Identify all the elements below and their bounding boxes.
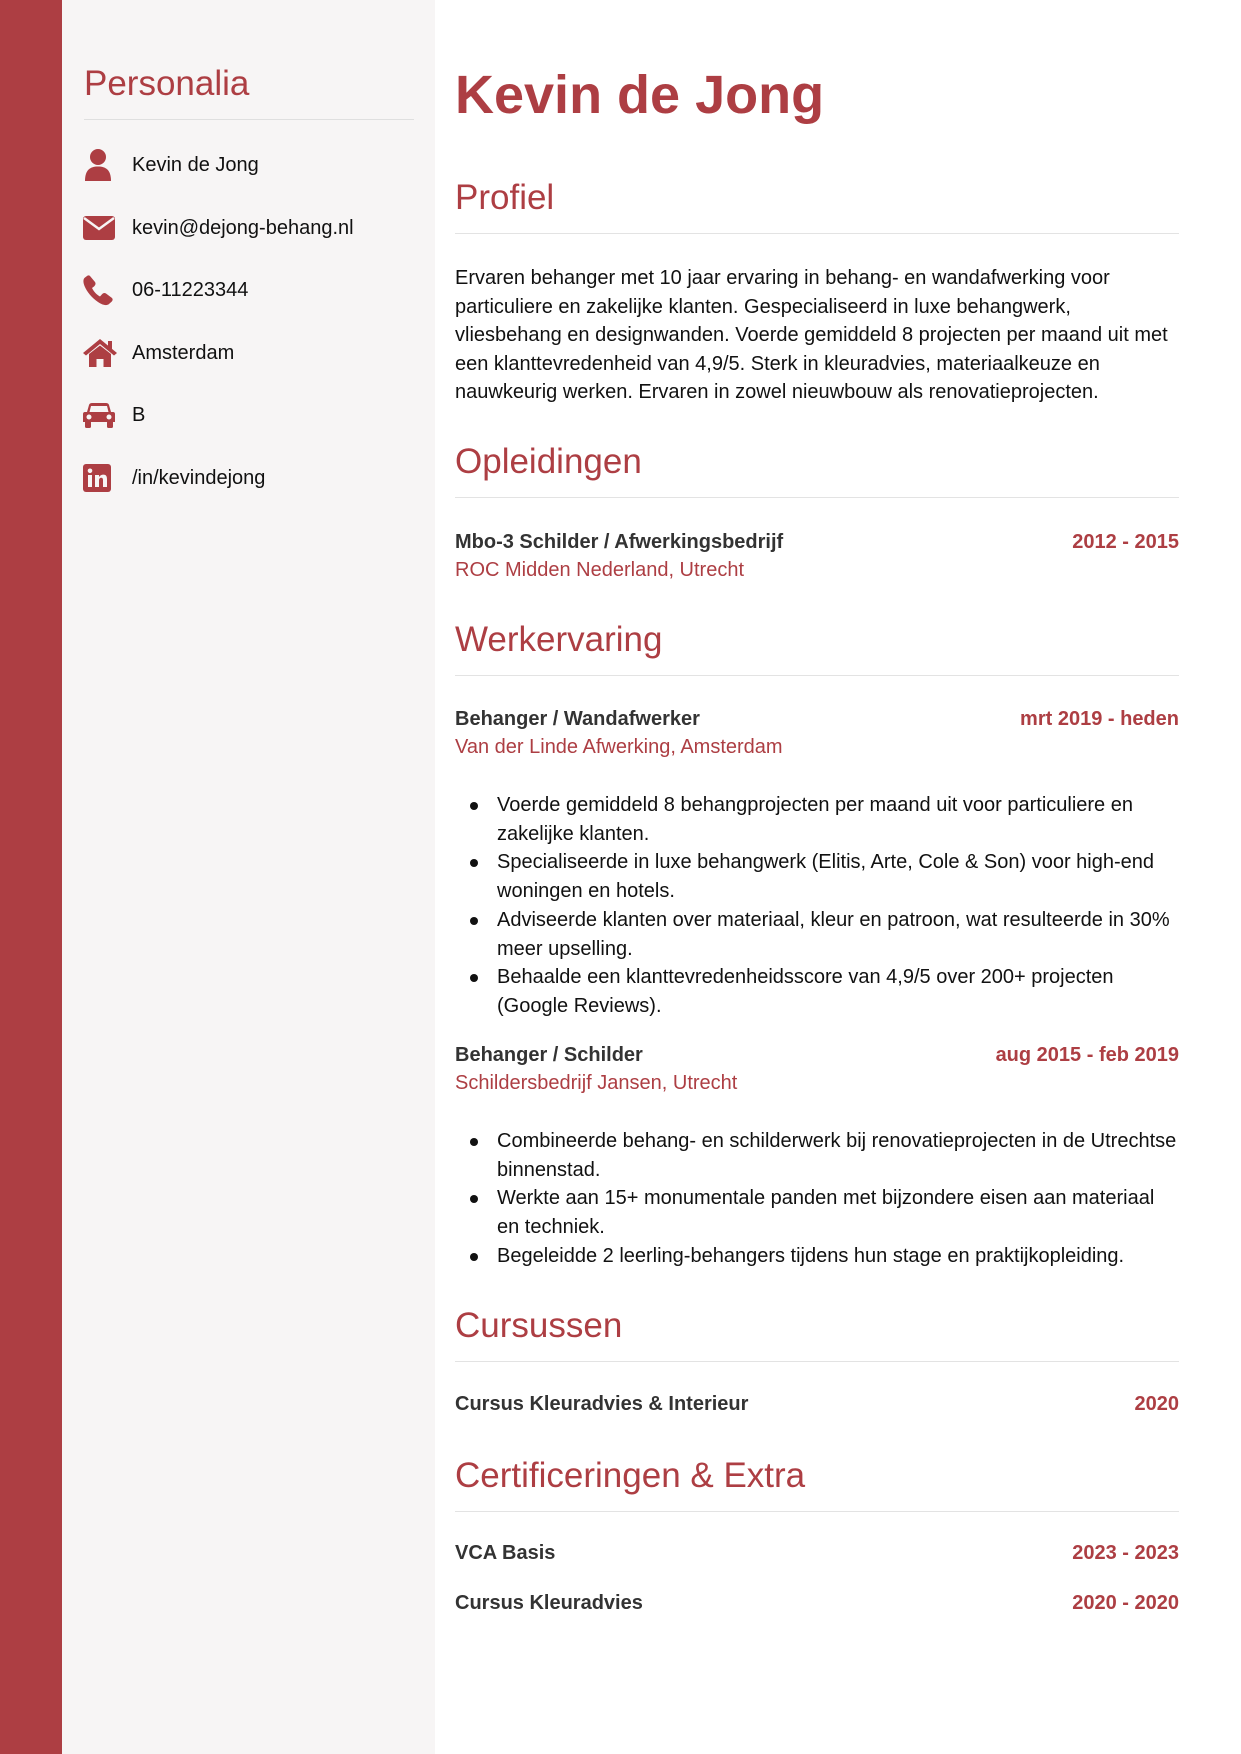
job-bullets (455, 1127, 1179, 1271)
education-entry (455, 531, 1179, 559)
job-employer: Van der Linde Afwerking, Amsterdam (455, 736, 783, 758)
contact-phone-text: 06-11223344 (132, 278, 249, 301)
contact-name (82, 145, 412, 185)
course-title: Cursus Kleuradvies & Interieur (455, 1393, 749, 1415)
course-date: 2020 (1134, 1393, 1179, 1415)
envelope-icon (82, 211, 118, 245)
job-date: mrt 2019 - heden (1020, 708, 1179, 730)
experience-divider (455, 675, 1179, 676)
contact-phone (82, 270, 412, 310)
contact-email-text: kevin@dejong-behang.nl (132, 216, 354, 239)
job-bullet: Voerde gemiddeld 8 behangprojecten per maand uit voor particuliere en zakelijke klanten. (497, 791, 1179, 848)
contact-linkedin-text[interactable]: /in/kevindejong (132, 466, 266, 489)
contact-name-text: Kevin de Jong (132, 153, 259, 176)
home-icon (82, 336, 118, 370)
contact-city (82, 333, 412, 373)
job-title: Behanger / Schilder (455, 1044, 643, 1066)
courses-divider (455, 1361, 1179, 1362)
job-bullets (455, 791, 1179, 1021)
certifications-heading: Certificeringen & Extra (455, 1456, 806, 1495)
contact-email (82, 208, 412, 248)
education-date: 2012 - 2015 (1072, 531, 1179, 553)
job-bullet: Werkte aan 15+ monumentale panden met bijzondere eisen aan materiaal en techniek. (497, 1184, 1179, 1241)
course-entry (455, 1393, 1179, 1421)
candidate-name: Kevin de Jong (455, 65, 825, 125)
certification-entry (455, 1542, 1179, 1570)
job-bullet: Begeleidde 2 leerling-behangers tijdens hun stage en praktijkopleiding. (497, 1242, 1179, 1271)
experience-heading: Werkervaring (455, 620, 663, 659)
job-title: Behanger / Wandafwerker (455, 708, 700, 730)
job-bullet: Behaalde een klanttevredenheidsscore van 4,9/5 over 200+ projecten (Google Reviews). (497, 963, 1179, 1020)
certifications-divider (455, 1511, 1179, 1512)
courses-heading: Cursussen (455, 1306, 623, 1345)
job-entry (455, 708, 1179, 736)
linkedin-icon (82, 461, 118, 495)
person-icon (82, 148, 118, 182)
certification-title: Cursus Kleuradvies (455, 1592, 643, 1614)
job-bullet: Specialiseerde in luxe behangwerk (Elitis, Arte, Cole & Son) voor high-end woningen en hotels. (497, 848, 1179, 905)
profile-text: Ervaren behanger met 10 jaar ervaring in behang- en wandafwerking voor particuliere en zakelijke klanten. Gespecialiseerd in luxe behangwerk, vliesbehang en designwanden. Voerde gemiddeld 8 projecten per maand uit met een klanttevredenheid van 4,9/5. Sterk in kleuradvies, materiaalkeuze en nauwkeurig werken. Ervaren in zowel nieuwbouw als renovatieprojecten. (455, 267, 1168, 403)
sidebar-divider (84, 119, 414, 120)
certification-date: 2020 - 2020 (1072, 1592, 1179, 1614)
contact-linkedin[interactable] (82, 458, 412, 498)
certification-entry (455, 1592, 1179, 1620)
job-date: aug 2015 - feb 2019 (995, 1044, 1179, 1066)
contact-license (82, 395, 412, 435)
car-icon (82, 398, 118, 432)
job-bullet: Combineerde behang- en schilderwerk bij renovatieprojecten in de Utrechtse binnenstad. (497, 1127, 1179, 1184)
sidebar-title: Personalia (84, 64, 250, 103)
certification-date: 2023 - 2023 (1072, 1542, 1179, 1564)
contact-license-text: B (132, 403, 146, 426)
education-divider (455, 497, 1179, 498)
job-entry (455, 1044, 1179, 1072)
sidebar (62, 0, 435, 1754)
accent-bar (0, 0, 62, 1754)
education-school: ROC Midden Nederland, Utrecht (455, 559, 745, 581)
profile-heading: Profiel (455, 178, 555, 217)
education-title: Mbo-3 Schilder / Afwerkingsbedrijf (455, 531, 784, 553)
job-bullet: Adviseerde klanten over materiaal, kleur en patroon, wat resulteerde in 30% meer upselling. (497, 906, 1179, 963)
profile-divider (455, 233, 1179, 234)
education-heading: Opleidingen (455, 442, 642, 481)
contact-city-text: Amsterdam (132, 341, 235, 364)
phone-icon (82, 273, 118, 307)
certification-title: VCA Basis (455, 1542, 556, 1564)
job-employer: Schildersbedrijf Jansen, Utrecht (455, 1072, 738, 1094)
